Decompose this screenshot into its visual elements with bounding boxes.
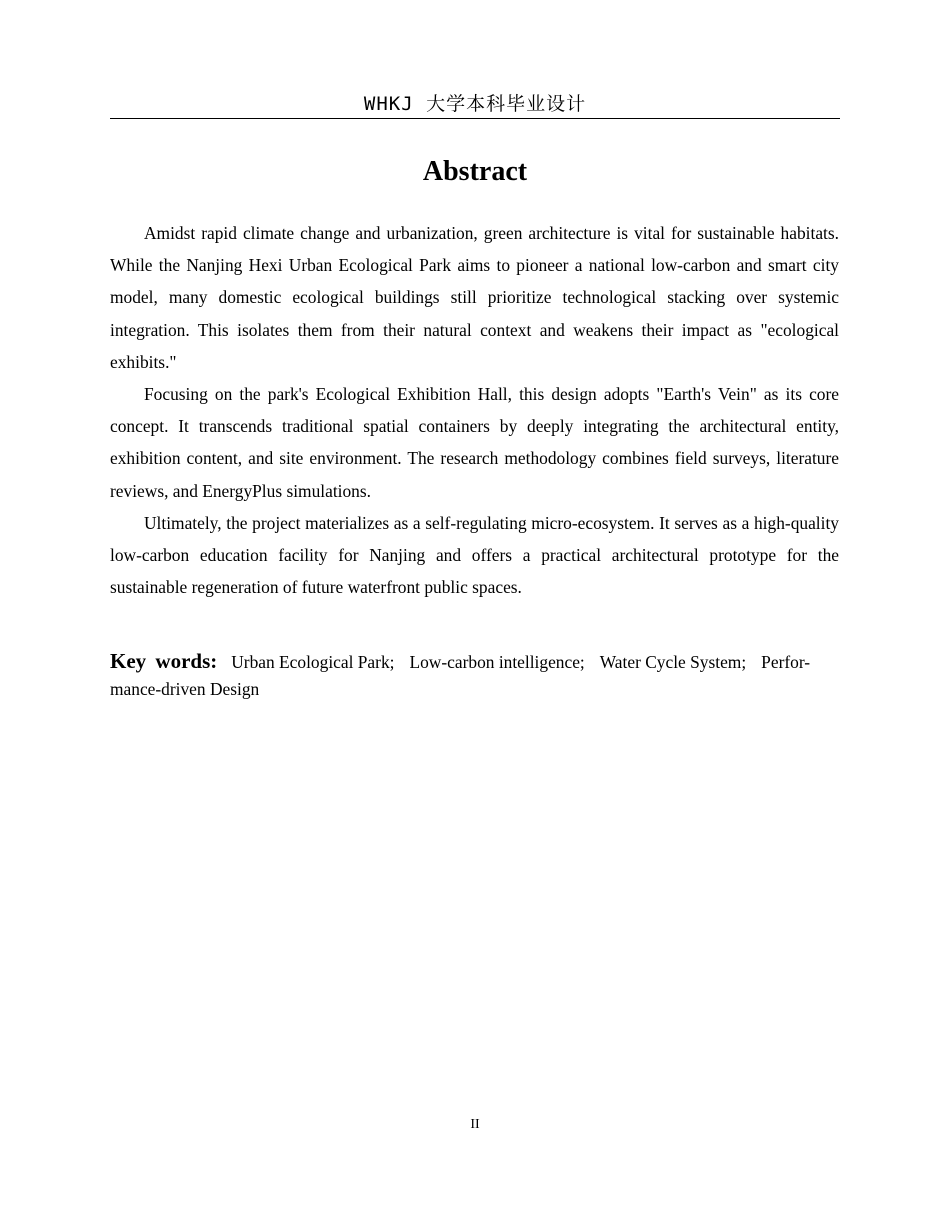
keywords-section [110,648,840,703]
keyword-item: Perfor-mance-driven Design [110,652,811,699]
running-header: WHKJ 大学本科毕业设计 [363,93,587,115]
abstract-paragraph-1: Amidst rapid climate change and urbanization, green architecture is vital for sustainable habitats. While the Nanjing Hexi Urban Ecological Park aims to pioneer a national low-carbon and smart city model, many domestic ecological buildings still prioritize technological stacking over systemic integration. This isolates them from their natural context and weakens their impact as "ecological exhibits." [110,223,839,372]
page-number: II [470,1117,480,1132]
keyword-item: Urban Ecological Park; [231,652,395,672]
abstract-body [110,217,839,603]
abstract-paragraph-2: Focusing on the park's Ecological Exhibition Hall, this design adopts "Earth's Vein" as its core concept. It transcends traditional spatial containers by deeply integrating the architectural entity, exhibition content, and site environment. The research methodology combines field surveys, literature reviews, and EnergyPlus simulations. [110,384,839,501]
abstract-paragraph-3: Ultimately, the project materializes as a self-regulating micro-ecosystem. It serves as a high-quality low-carbon education facility for Nanjing and offers a practical architectural prototype for the sustainable regeneration of future waterfront public spaces. [110,512,839,598]
keyword-item: Water Cycle System; [599,652,747,672]
keywords-label: Key words: [110,649,218,673]
header-rule [110,118,840,119]
keyword-item: Low-carbon intelligence; [409,652,585,672]
abstract-title: Abstract [422,156,528,187]
